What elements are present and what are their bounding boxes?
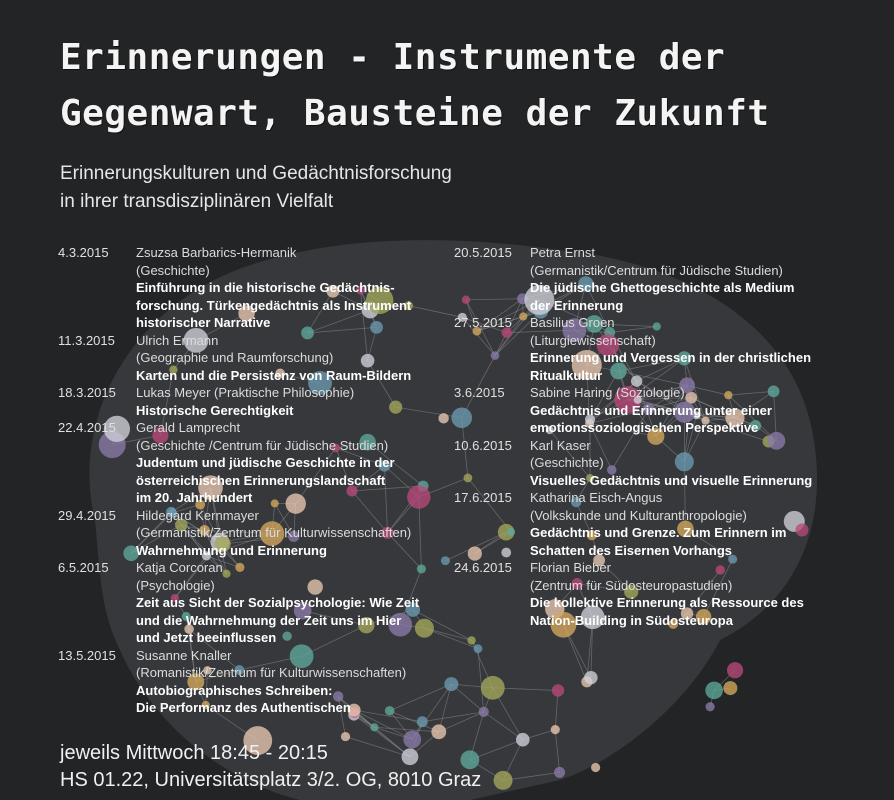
lecture-date: 22.4.2015	[58, 420, 116, 435]
network-node	[479, 707, 489, 717]
lecture-field: (Germanistik/Zentrum für Kulturwissenschaften)	[136, 525, 412, 540]
network-node	[551, 725, 560, 734]
lecture-speaker: Hildegard Kernmayer	[136, 507, 259, 523]
lecture-date: 27.5.2015	[454, 315, 512, 330]
title-line-1: Erinnerungen - Instrumente der	[60, 37, 726, 78]
lecture-entry	[454, 244, 854, 314]
lecture-field: (Volkskunde und Kulturanthropologie)	[530, 507, 747, 523]
lecture-entry	[454, 437, 854, 490]
lecture-title: Zeit aus Sicht der Sozialpsychologie: Wie Zeit und die Wahrnehmung der Zeit uns im Hier und Jetzt beeinflussen	[136, 595, 420, 645]
lecture-speaker: Karl Kaser	[530, 437, 591, 453]
lecture-title: Die jüdische Ghettogeschichte als Medium der Erinnerung	[530, 280, 795, 313]
poster-footer	[60, 740, 860, 794]
lecture-field: (Geschichte /Centrum für Jüdische Studien)	[136, 437, 389, 453]
lecture-title: Autobiographisches Schreiben: Die Performanz des Authentischen	[136, 682, 351, 715]
subtitle-line-2: in ihrer transdisziplinären Vielfalt	[60, 191, 334, 212]
lecture-title: Erinnerung und Vergessen in der christlichen Ritualkultur	[530, 350, 812, 383]
lecture-field: (Liturgiewissenschaft)	[530, 332, 656, 348]
network-node	[370, 723, 378, 731]
lecture-speaker: Gerald Lamprecht	[136, 420, 241, 435]
lecture-date: 3.6.2015	[454, 385, 505, 400]
lecture-speaker: Petra Ernst	[530, 245, 596, 260]
lecture-entry	[58, 507, 448, 560]
lecture-date: 17.6.2015	[454, 490, 512, 505]
lecture-title: Gedächtnis und Erinnerung unter einer emotionssoziologischen Perspektive	[530, 402, 772, 435]
network-node	[417, 716, 428, 727]
lecture-title: Judentum und jüdische Geschichte in der österreichischen Erinnerungslandschaft im 20. Jahrhundert	[136, 455, 395, 505]
lecture-title: Visuelles Gedächtnis und visuelle Erinnerung	[530, 472, 813, 488]
lecture-speaker: Katharina Eisch-Angus	[530, 490, 663, 505]
lecture-entry	[58, 559, 448, 647]
lecture-date: 4.3.2015	[58, 245, 109, 260]
lecture-title: Einführung in die historische Gedächtnis- forschung. Türkengedächtnis als Instrument historischer Narrative	[136, 280, 412, 330]
lecture-speaker: Ulrich Ermann	[136, 332, 219, 348]
lecture-entry	[58, 332, 448, 385]
network-node	[474, 644, 483, 653]
network-node	[584, 671, 597, 684]
lecture-field: (Psychologie)	[136, 577, 215, 593]
subtitle-line-1: Erinnerungskulturen und Gedächtnisforschung	[60, 163, 452, 184]
lecture-speaker: Zsuzsa Barbarics-Hermanik	[136, 245, 297, 260]
lecture-date: 24.6.2015	[454, 560, 512, 575]
lecture-field: (Geographie und Raumforschung)	[136, 350, 334, 365]
network-node	[552, 684, 564, 696]
lecture-speaker: Basilius Groen	[530, 315, 615, 330]
lecture-date: 13.5.2015	[58, 647, 116, 663]
network-node	[481, 676, 505, 700]
lecture-entry	[58, 244, 448, 332]
lecture-schedule-right	[454, 244, 854, 629]
lecture-field: (Geschichte)	[530, 455, 604, 470]
lecture-speaker: Sabine Haring (Soziologie)	[530, 385, 685, 400]
lecture-title: Karten und die Persistenz von Raum-Bildern	[136, 367, 412, 383]
lecture-date: 6.5.2015	[58, 560, 109, 575]
lecture-date: 29.4.2015	[58, 507, 116, 523]
network-node	[723, 681, 737, 695]
network-node	[727, 662, 743, 678]
footer-location: HS 01.22, Universitätsplatz 3/2. OG, 8010 Graz	[60, 769, 482, 791]
lecture-field: (Germanistik/Centrum für Jüdische Studien)	[530, 262, 783, 278]
lecture-field: (Zentrum für Südosteuropastudien)	[530, 577, 733, 593]
lecture-schedule-left	[58, 244, 448, 717]
lecture-date: 18.3.2015	[58, 385, 116, 400]
lecture-entry	[454, 489, 854, 559]
lecture-entry	[454, 384, 854, 437]
network-node	[431, 724, 446, 739]
lecture-date: 10.6.2015	[454, 437, 512, 453]
lecture-speaker: Lukas Meyer (Praktische Philosophie)	[136, 385, 355, 400]
lecture-date: 11.3.2015	[58, 332, 115, 348]
lecture-title: Die kollektive Erinnerung als Ressource des Nation-Building in Südosteuropa	[530, 595, 804, 628]
lecture-entry	[454, 559, 854, 629]
lecture-title: Gedächtnis und Grenze. Zum Erinnern im Schatten des Eisernen Vorhangs	[530, 525, 787, 558]
lecture-entry	[454, 314, 854, 384]
lecture-title: Wahrnehmung und Erinnerung	[136, 542, 327, 558]
network-node	[705, 682, 723, 700]
network-node	[706, 702, 715, 711]
lecture-entry	[58, 647, 448, 717]
lecture-field: (Romanistik/Zentrum für Kulturwissenschaften)	[136, 665, 407, 680]
network-node	[467, 636, 475, 644]
footer-time: jeweils Mittwoch 18:45 - 20:15	[60, 742, 328, 764]
lecture-field: (Geschichte)	[136, 262, 210, 278]
poster-subtitle	[60, 160, 760, 216]
title-line-2: Gegenwart, Bausteine der Zukunft	[60, 93, 770, 134]
lecture-date: 20.5.2015	[454, 245, 512, 260]
lecture-speaker: Katja Corcoran	[136, 560, 223, 575]
lecture-speaker: Susanne Knaller	[136, 647, 232, 663]
lecture-title: Historische Gerechtigkeit	[136, 402, 294, 418]
lecture-entry	[58, 384, 448, 419]
lecture-entry	[58, 419, 448, 507]
poster-title	[60, 30, 860, 142]
lecture-speaker: Florian Bieber	[530, 560, 611, 575]
